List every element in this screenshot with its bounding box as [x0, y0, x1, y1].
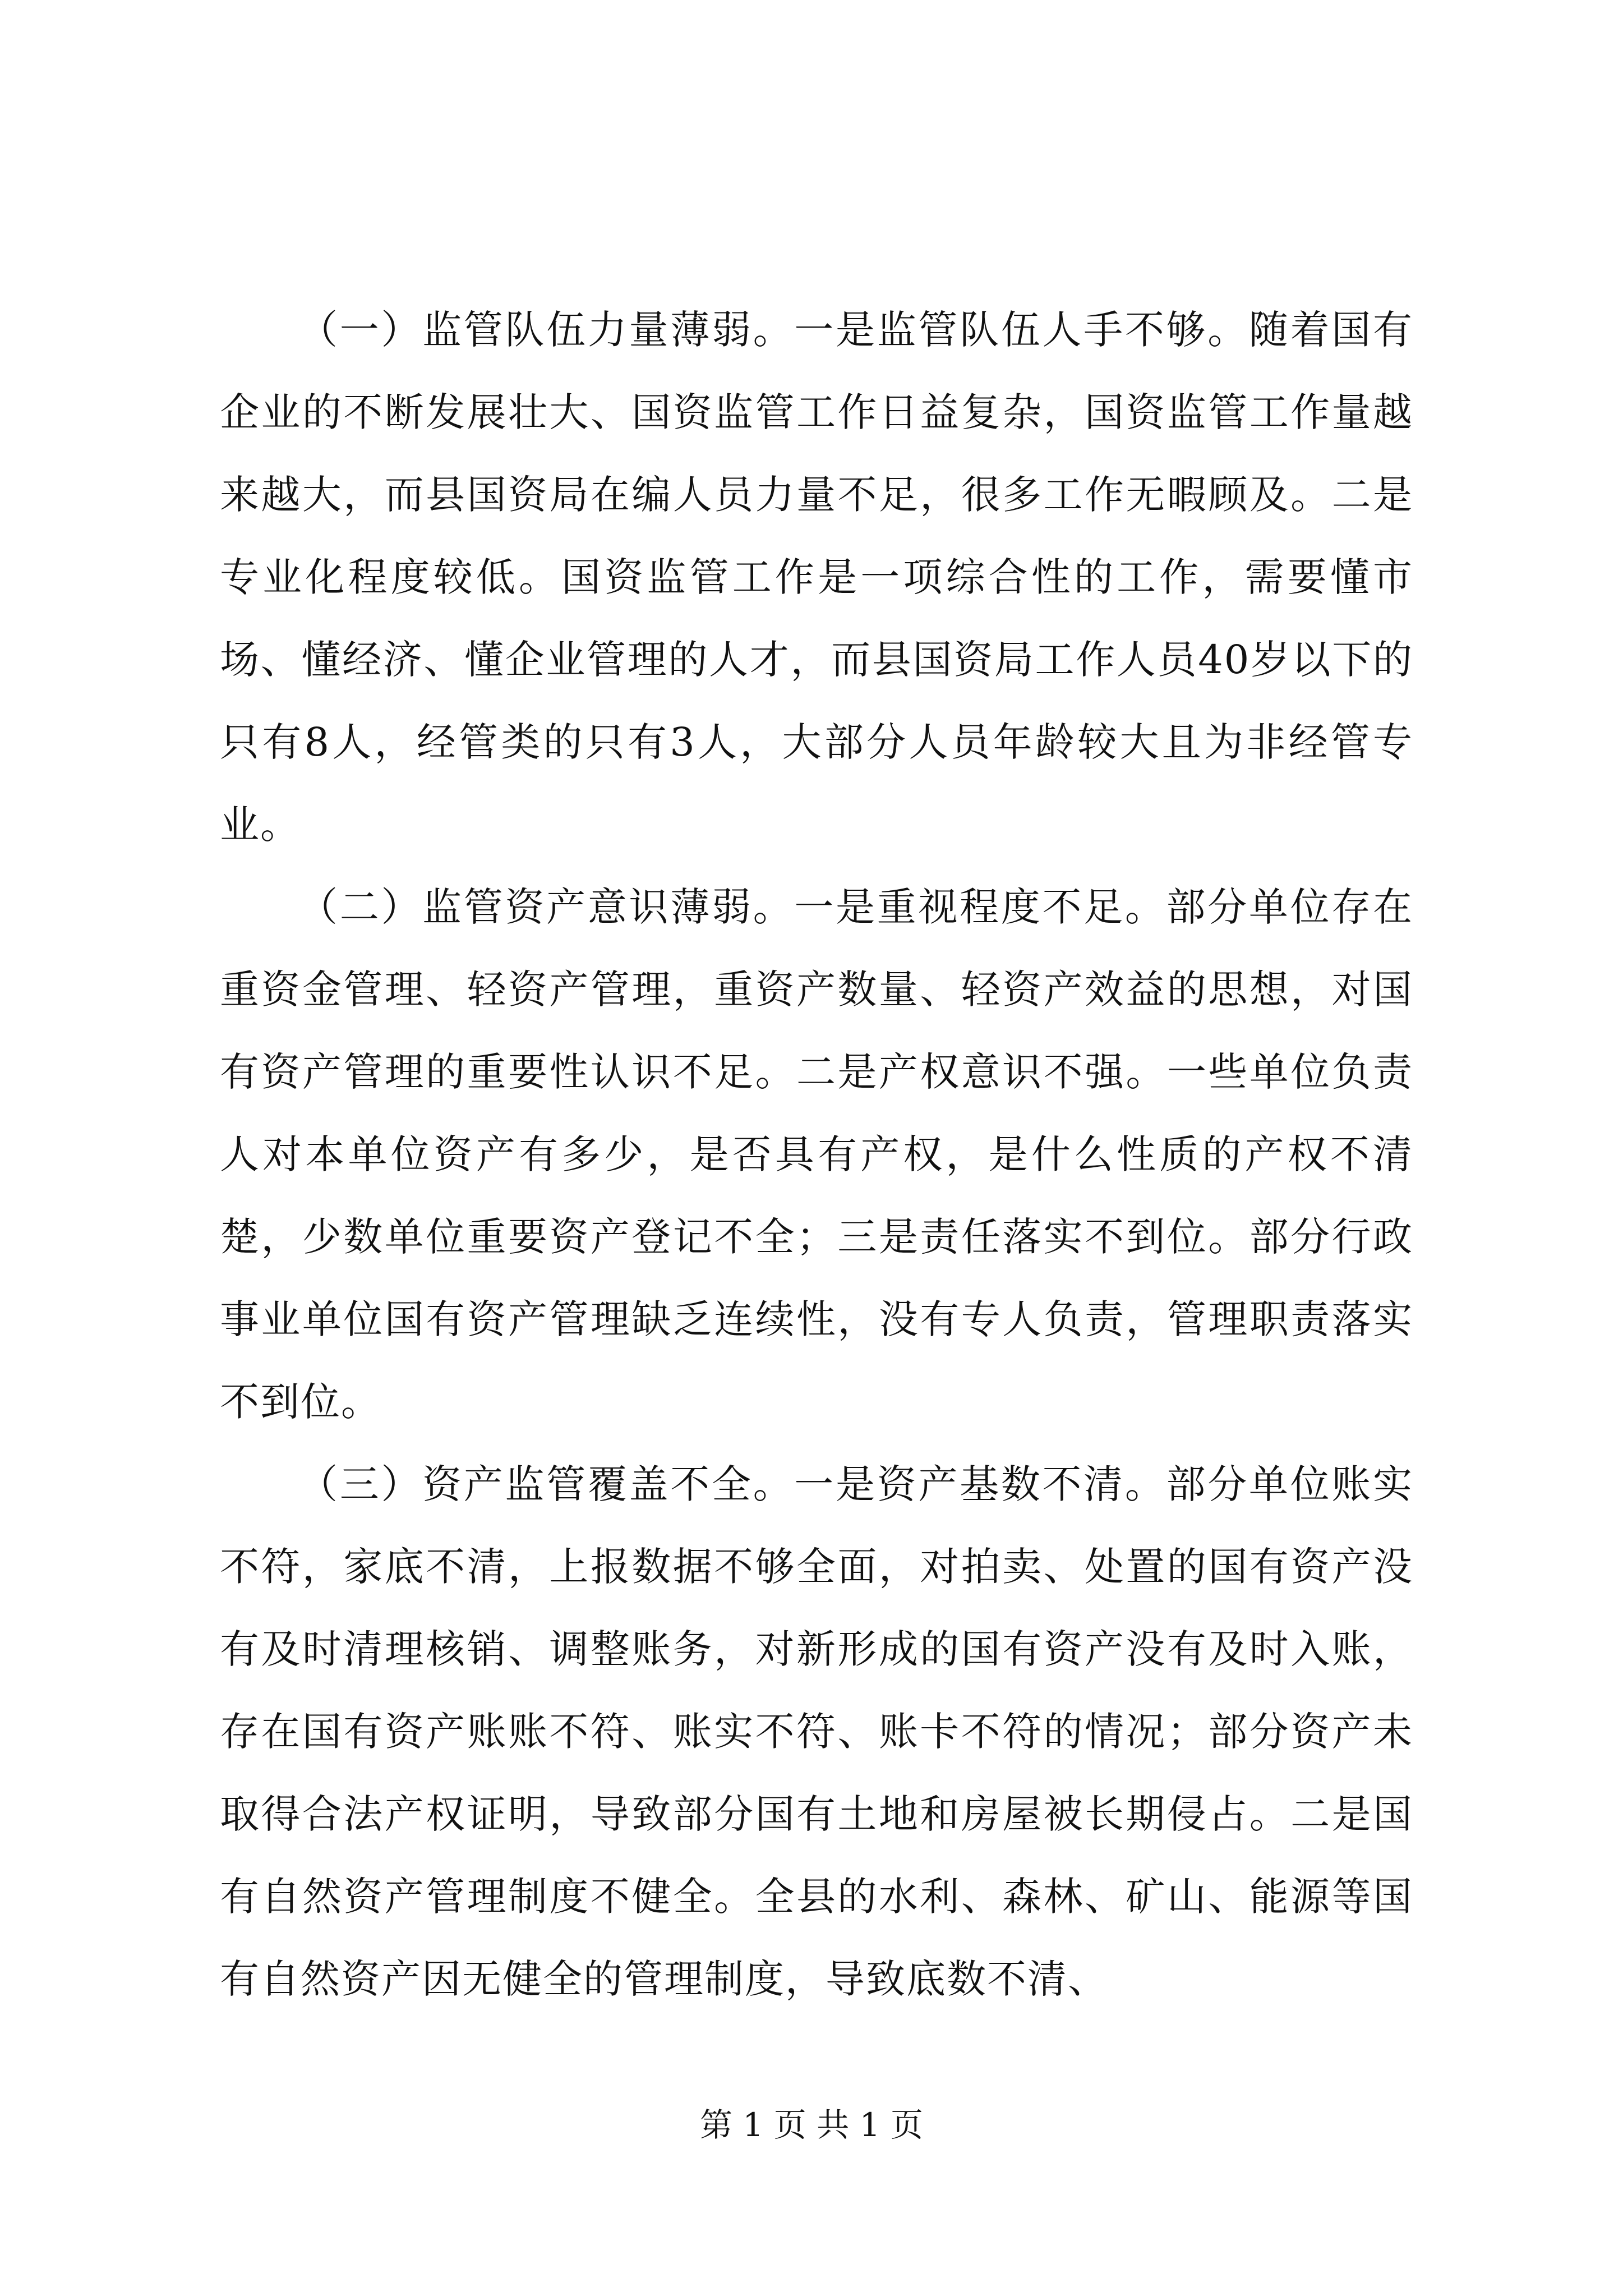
document-body — [220, 289, 1413, 2021]
paragraph-3: （三）资产监管覆盖不全。一是资产基数不清。部分单位账实不符，家底不清，上报数据不够全面，对拍卖、处置的国有资产没有及时清理核销、调整账务，对新形成的国有资产没有及时入账，存在国有资产账账不符、账实不符、账卡不符的情况；部分资产未取得合法产权证明，导致部分国有土地和房屋被长期侵占。二是国有自然资产管理制度不健全。全县的水利、森林、矿山、能源等国有自然资产因无健全的管理制度，导致底数不清、 — [220, 1461, 1413, 2002]
paragraph-2: （二）监管资产意识薄弱。一是重视程度不足。部分单位存在重资金管理、轻资产管理，重资产数量、轻资产效益的思想，对国有资产管理的重要性认识不足。二是产权意识不强。一些单位负责人对本单位资产有多少，是否具有产权，是什么性质的产权不清楚，少数单位重要资产登记不全；三是责任落实不到位。部分行政事业单位国有资产管理缺乏连续性，没有专人负责，管理职责落实不到位。 — [220, 884, 1413, 1425]
page-footer: 第 1 页 共 1 页 — [700, 2106, 923, 2144]
paragraph-1: （一）监管队伍力量薄弱。一是监管队伍人手不够。随着国有企业的不断发展壮大、国资监管工作日益复杂，国资监管工作量越来越大，而县国资局在编人员力量不足，很多工作无暇顾及。二是专业化程度较低。国资监管工作是一项综合性的工作，需要懂市场、懂经济、懂企业管理的人才，而县国资局工作人员40岁以下的只有8人，经管类的只有3人，大部分人员年龄较大且为非经管专业。 — [220, 307, 1413, 848]
